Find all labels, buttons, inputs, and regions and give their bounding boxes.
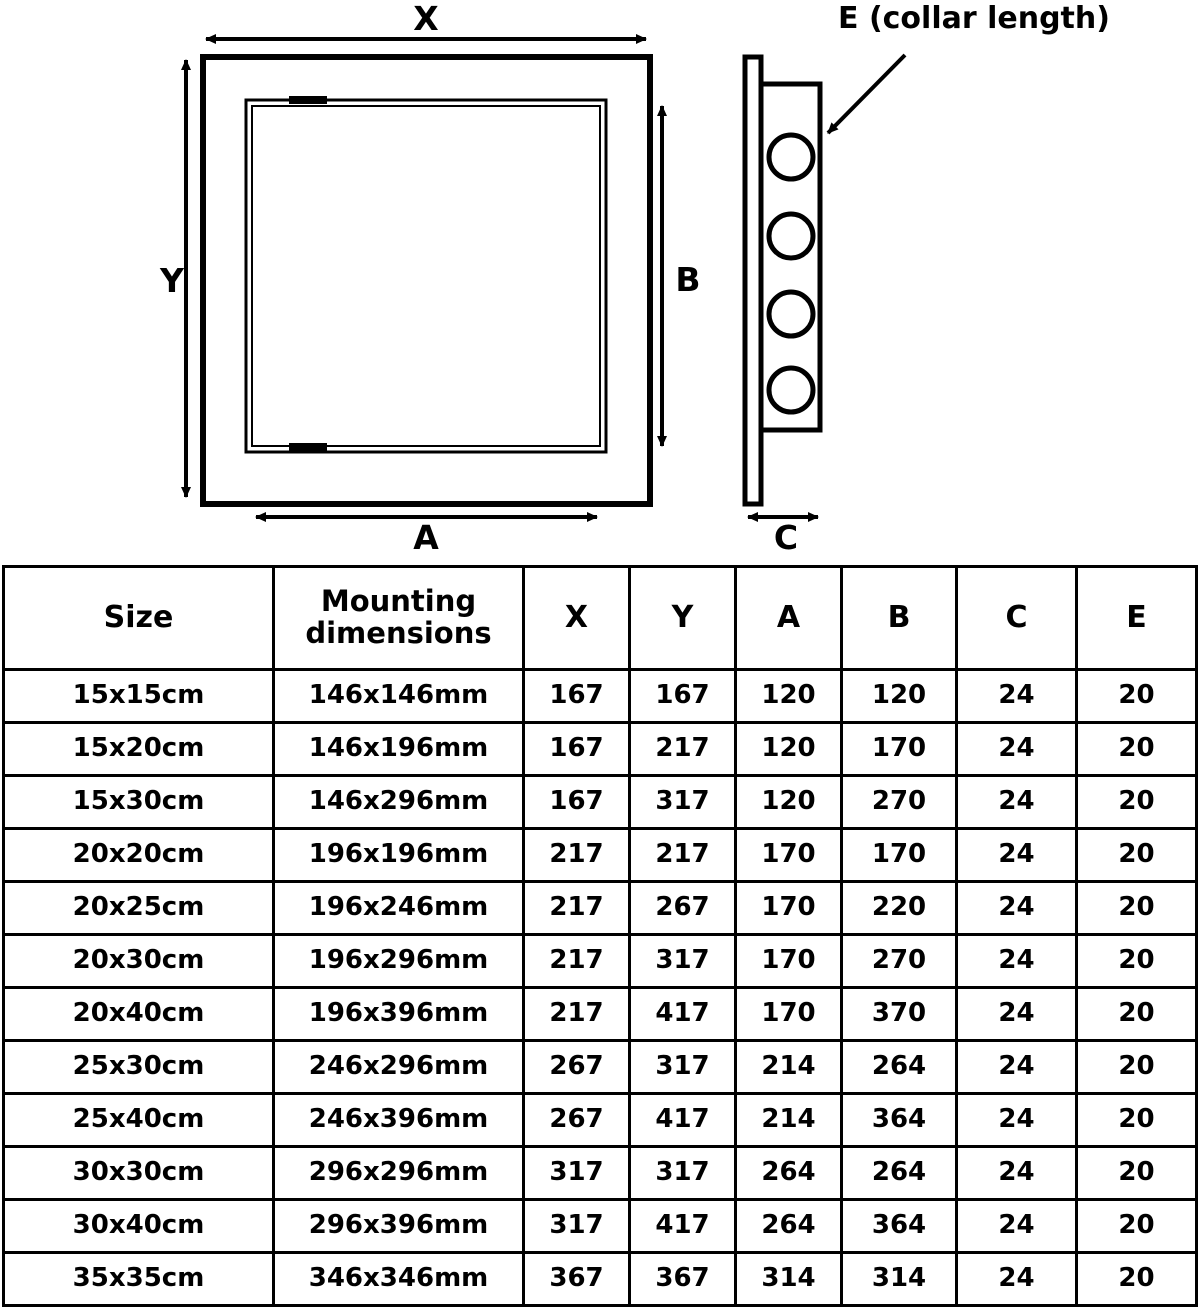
cell-mounting: 246x296mm bbox=[274, 1041, 524, 1094]
cell-mounting: 196x246mm bbox=[274, 882, 524, 935]
cell-c: 24 bbox=[957, 1200, 1077, 1253]
table-row bbox=[4, 670, 1197, 723]
cell-b: 264 bbox=[842, 1041, 957, 1094]
cell-a: 214 bbox=[736, 1041, 842, 1094]
dimension-x bbox=[206, 0, 646, 39]
cell-mounting: 196x296mm bbox=[274, 935, 524, 988]
cell-b: 170 bbox=[842, 723, 957, 776]
cell-y: 317 bbox=[630, 776, 736, 829]
table-row bbox=[4, 1200, 1197, 1253]
cell-mounting: 146x146mm bbox=[274, 670, 524, 723]
label-a: A bbox=[413, 518, 439, 557]
cell-b: 170 bbox=[842, 829, 957, 882]
header-size: Size bbox=[4, 567, 274, 670]
cell-c: 24 bbox=[957, 988, 1077, 1041]
cell-x: 167 bbox=[524, 776, 630, 829]
cell-b: 270 bbox=[842, 776, 957, 829]
cell-b: 364 bbox=[842, 1200, 957, 1253]
cell-a: 314 bbox=[736, 1253, 842, 1306]
cell-b: 370 bbox=[842, 988, 957, 1041]
cell-size: 25x30cm bbox=[4, 1041, 274, 1094]
cell-x: 367 bbox=[524, 1253, 630, 1306]
cell-x: 167 bbox=[524, 723, 630, 776]
cell-e: 20 bbox=[1077, 935, 1197, 988]
cell-c: 24 bbox=[957, 776, 1077, 829]
collar-hole-1 bbox=[769, 135, 813, 179]
cell-c: 24 bbox=[957, 670, 1077, 723]
cell-x: 167 bbox=[524, 670, 630, 723]
table-row bbox=[4, 1147, 1197, 1200]
cell-b: 264 bbox=[842, 1147, 957, 1200]
cell-mounting: 296x396mm bbox=[274, 1200, 524, 1253]
collar-hole-2 bbox=[769, 214, 813, 258]
cell-c: 24 bbox=[957, 723, 1077, 776]
cell-a: 170 bbox=[736, 829, 842, 882]
cell-y: 417 bbox=[630, 1094, 736, 1147]
cell-x: 217 bbox=[524, 882, 630, 935]
cell-e: 20 bbox=[1077, 670, 1197, 723]
header-c: C bbox=[957, 567, 1077, 670]
collar-hole-4 bbox=[769, 368, 813, 412]
cell-c: 24 bbox=[957, 1094, 1077, 1147]
table-row bbox=[4, 882, 1197, 935]
cell-size: 20x25cm bbox=[4, 882, 274, 935]
header-b: B bbox=[842, 567, 957, 670]
callout-collar-length bbox=[828, 1, 1110, 133]
side-view-outline bbox=[745, 57, 820, 504]
dimension-b bbox=[662, 106, 701, 446]
table-row bbox=[4, 1253, 1197, 1306]
cell-x: 317 bbox=[524, 1200, 630, 1253]
cell-e: 20 bbox=[1077, 776, 1197, 829]
cell-e: 20 bbox=[1077, 882, 1197, 935]
cell-y: 217 bbox=[630, 829, 736, 882]
cell-e: 20 bbox=[1077, 1041, 1197, 1094]
cell-x: 217 bbox=[524, 829, 630, 882]
table-row bbox=[4, 723, 1197, 776]
table-header-row bbox=[4, 567, 1197, 670]
label-x: X bbox=[413, 0, 439, 38]
cell-e: 20 bbox=[1077, 723, 1197, 776]
technical-drawing bbox=[0, 0, 1199, 560]
cell-y: 367 bbox=[630, 1253, 736, 1306]
cell-size: 20x20cm bbox=[4, 829, 274, 882]
cell-y: 167 bbox=[630, 670, 736, 723]
cell-mounting: 246x396mm bbox=[274, 1094, 524, 1147]
label-y: Y bbox=[160, 261, 184, 300]
header-e: E bbox=[1077, 567, 1197, 670]
cell-size: 30x40cm bbox=[4, 1200, 274, 1253]
cell-c: 24 bbox=[957, 1041, 1077, 1094]
table-row bbox=[4, 776, 1197, 829]
cell-c: 24 bbox=[957, 935, 1077, 988]
cell-mounting: 196x196mm bbox=[274, 829, 524, 882]
cell-size: 35x35cm bbox=[4, 1253, 274, 1306]
front-view-outline bbox=[203, 57, 650, 504]
cell-e: 20 bbox=[1077, 1253, 1197, 1306]
cell-y: 317 bbox=[630, 935, 736, 988]
table-row bbox=[4, 1041, 1197, 1094]
cell-mounting: 146x296mm bbox=[274, 776, 524, 829]
cell-size: 20x30cm bbox=[4, 935, 274, 988]
cell-size: 15x20cm bbox=[4, 723, 274, 776]
header-mounting-dimensions: Mounting dimensions bbox=[274, 567, 524, 670]
cell-a: 170 bbox=[736, 988, 842, 1041]
cell-c: 24 bbox=[957, 1253, 1077, 1306]
cell-y: 417 bbox=[630, 1200, 736, 1253]
table-row bbox=[4, 829, 1197, 882]
table-row bbox=[4, 988, 1197, 1041]
cell-b: 220 bbox=[842, 882, 957, 935]
cell-x: 217 bbox=[524, 988, 630, 1041]
cell-e: 20 bbox=[1077, 988, 1197, 1041]
cell-size: 15x30cm bbox=[4, 776, 274, 829]
cell-c: 24 bbox=[957, 882, 1077, 935]
cell-mounting: 296x296mm bbox=[274, 1147, 524, 1200]
table-row bbox=[4, 935, 1197, 988]
cell-a: 170 bbox=[736, 935, 842, 988]
cell-y: 317 bbox=[630, 1147, 736, 1200]
cell-a: 120 bbox=[736, 723, 842, 776]
collar-hole-3 bbox=[769, 292, 813, 336]
cell-x: 267 bbox=[524, 1094, 630, 1147]
cell-mounting: 146x196mm bbox=[274, 723, 524, 776]
cell-c: 24 bbox=[957, 829, 1077, 882]
cell-size: 30x30cm bbox=[4, 1147, 274, 1200]
cell-e: 20 bbox=[1077, 1147, 1197, 1200]
cell-e: 20 bbox=[1077, 1200, 1197, 1253]
label-b: B bbox=[675, 260, 701, 299]
cell-mounting: 196x396mm bbox=[274, 988, 524, 1041]
cell-a: 264 bbox=[736, 1147, 842, 1200]
header-x: X bbox=[524, 567, 630, 670]
dimension-c bbox=[748, 517, 818, 557]
specification-table bbox=[2, 565, 1198, 1307]
header-y: Y bbox=[630, 567, 736, 670]
cell-y: 317 bbox=[630, 1041, 736, 1094]
cell-e: 20 bbox=[1077, 829, 1197, 882]
cell-size: 15x15cm bbox=[4, 670, 274, 723]
cell-y: 417 bbox=[630, 988, 736, 1041]
label-collar-length: E (collar length) bbox=[838, 1, 1110, 36]
dimension-y bbox=[159, 60, 186, 497]
dimension-a bbox=[256, 517, 597, 557]
cell-b: 314 bbox=[842, 1253, 957, 1306]
cell-a: 214 bbox=[736, 1094, 842, 1147]
cell-e: 20 bbox=[1077, 1094, 1197, 1147]
cell-x: 267 bbox=[524, 1041, 630, 1094]
table-row bbox=[4, 1094, 1197, 1147]
cell-a: 120 bbox=[736, 670, 842, 723]
cell-b: 120 bbox=[842, 670, 957, 723]
cell-y: 267 bbox=[630, 882, 736, 935]
cell-c: 24 bbox=[957, 1147, 1077, 1200]
cell-a: 170 bbox=[736, 882, 842, 935]
cell-b: 364 bbox=[842, 1094, 957, 1147]
cell-b: 270 bbox=[842, 935, 957, 988]
cell-x: 317 bbox=[524, 1147, 630, 1200]
cell-size: 25x40cm bbox=[4, 1094, 274, 1147]
cell-size: 20x40cm bbox=[4, 988, 274, 1041]
cell-a: 264 bbox=[736, 1200, 842, 1253]
cell-a: 120 bbox=[736, 776, 842, 829]
cell-mounting: 346x346mm bbox=[274, 1253, 524, 1306]
label-c: C bbox=[773, 518, 799, 557]
cell-y: 217 bbox=[630, 723, 736, 776]
cell-x: 217 bbox=[524, 935, 630, 988]
header-a: A bbox=[736, 567, 842, 670]
